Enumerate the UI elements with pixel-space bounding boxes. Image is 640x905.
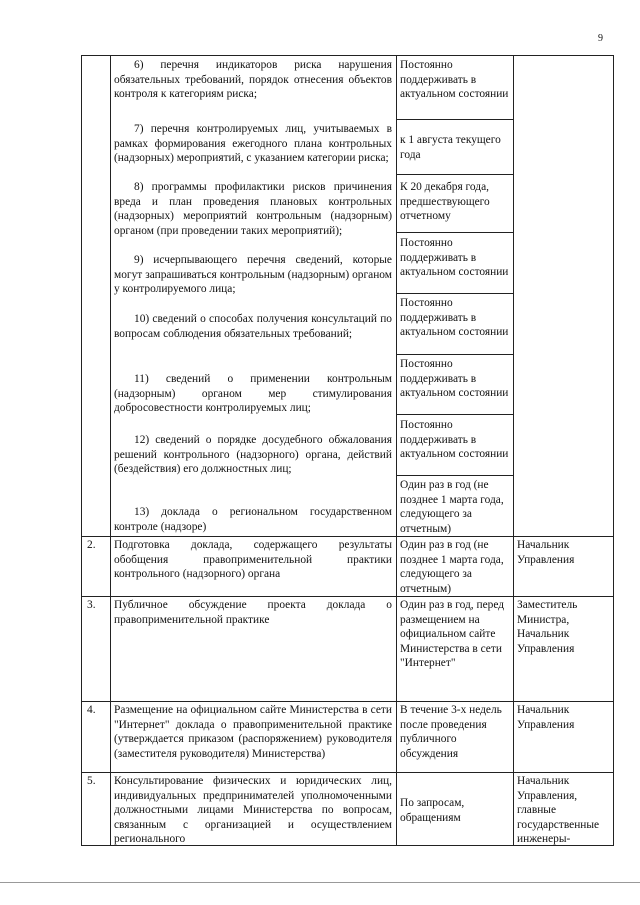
task-item-8: 8) программы профилактики рисков причинения вреда и план проведения плановых контрольных (надзорных) мероприятий контрольным (надзорным) органом (при проведении таких мероприятий); xyxy=(114,181,392,237)
row-number: 2. xyxy=(87,539,96,551)
row-number: 4. xyxy=(87,704,96,716)
row-number: 3. xyxy=(87,599,96,611)
term-divider xyxy=(396,475,513,476)
term-cell: Один раз в год (не позднее 1 марта года, следующего за отчетным) xyxy=(400,479,504,535)
task-item-11: 11) сведений о применении контрольным (надзорным) органом мер стимулирования добросовестности контролируемых лиц; xyxy=(114,373,392,415)
page-number: 9 xyxy=(598,33,603,44)
row-divider xyxy=(82,701,613,702)
task-cell: Подготовка доклада, содержащего результаты обобщения правоприменительной практики контрольного (надзорного) органа xyxy=(114,539,392,581)
task-cell: Размещение на официальном сайте Министерства в сети "Интернет" доклада о правоприменительной практике (утверждается приказом (распоряжением) руководителя (заместителя руководителя) Министерства) xyxy=(114,704,392,760)
task-item-6: 6) перечня индикаторов риска нарушения обязательных требований, порядок отнесения объектов контроля к категориям риска; xyxy=(114,59,392,101)
term-cell: Постоянно поддерживать в актуальном состоянии xyxy=(400,419,509,461)
task-cell: Консультирование физических и юридических лиц, индивидуальных предпринимателей уполномоченными должностными лицами Министерства по вопросам, связанным с организацией и осуществлением регионального xyxy=(114,775,392,846)
term-cell: Постоянно поддерживать в актуальном состоянии xyxy=(400,59,509,101)
task-item-12: 12) сведений о порядке досудебного обжалования решений контрольного (надзорного) органа, действий (бездействия) его должностных лиц; xyxy=(114,434,392,476)
term-divider xyxy=(396,232,513,233)
term-cell: Один раз в год, перед размещением на официальном сайте Министерства в сети "Интернет" xyxy=(400,599,505,670)
task-item-7: 7) перечня контролируемых лиц, учитываемых в рамках формирования ежегодного плана контрольных (надзорных) мероприятий, с указанием категории риска; xyxy=(114,123,392,165)
row-number: 5. xyxy=(87,775,96,787)
term-cell: Постоянно поддерживать в актуальном состоянии xyxy=(400,358,509,400)
responsible-cell: Заместитель Министра, Начальник Управления xyxy=(517,599,578,655)
col-divider-num xyxy=(110,56,111,845)
term-divider xyxy=(396,293,513,294)
measures-table xyxy=(81,55,614,846)
task-item-10: 10) сведений о способах получения консультаций по вопросам соблюдения обязательных требований; xyxy=(114,313,392,340)
col-divider-term xyxy=(513,56,514,845)
term-cell: В течение 3-х недель после проведения публичного обсуждения xyxy=(400,704,502,760)
responsible-cell: Начальник Управления, главные государственные инженеры- xyxy=(517,775,600,846)
term-divider xyxy=(396,174,513,175)
term-cell: Постоянно поддерживать в актуальном состоянии xyxy=(400,297,509,339)
term-cell: Постоянно поддерживать в актуальном состоянии xyxy=(400,237,509,279)
responsible-cell: Начальник Управления xyxy=(517,704,575,731)
row-divider xyxy=(82,536,613,537)
term-cell: к 1 августа текущего года xyxy=(400,134,501,161)
task-item-9: 9) исчерпывающего перечня сведений, которые могут запрашиваться контрольным (надзорным) органом у контролируемого лица; xyxy=(114,254,392,296)
term-divider xyxy=(396,414,513,415)
term-divider xyxy=(396,354,513,355)
term-cell: Один раз в год (не позднее 1 марта года, следующего за отчетным) xyxy=(400,539,504,595)
row-divider xyxy=(82,596,613,597)
task-cell: Публичное обсуждение проекта доклада о правоприменительной практике xyxy=(114,599,392,626)
page-bottom-rule xyxy=(0,882,640,883)
term-cell: К 20 декабря года, предшествующего отчетному xyxy=(400,181,490,223)
row-divider xyxy=(82,772,613,773)
task-item-13: 13) доклада о региональном государственном контроле (надзоре) xyxy=(114,506,392,533)
responsible-cell: Начальник Управления xyxy=(517,539,575,566)
term-cell: По запросам, обращениям xyxy=(400,797,465,824)
term-divider xyxy=(396,119,513,120)
